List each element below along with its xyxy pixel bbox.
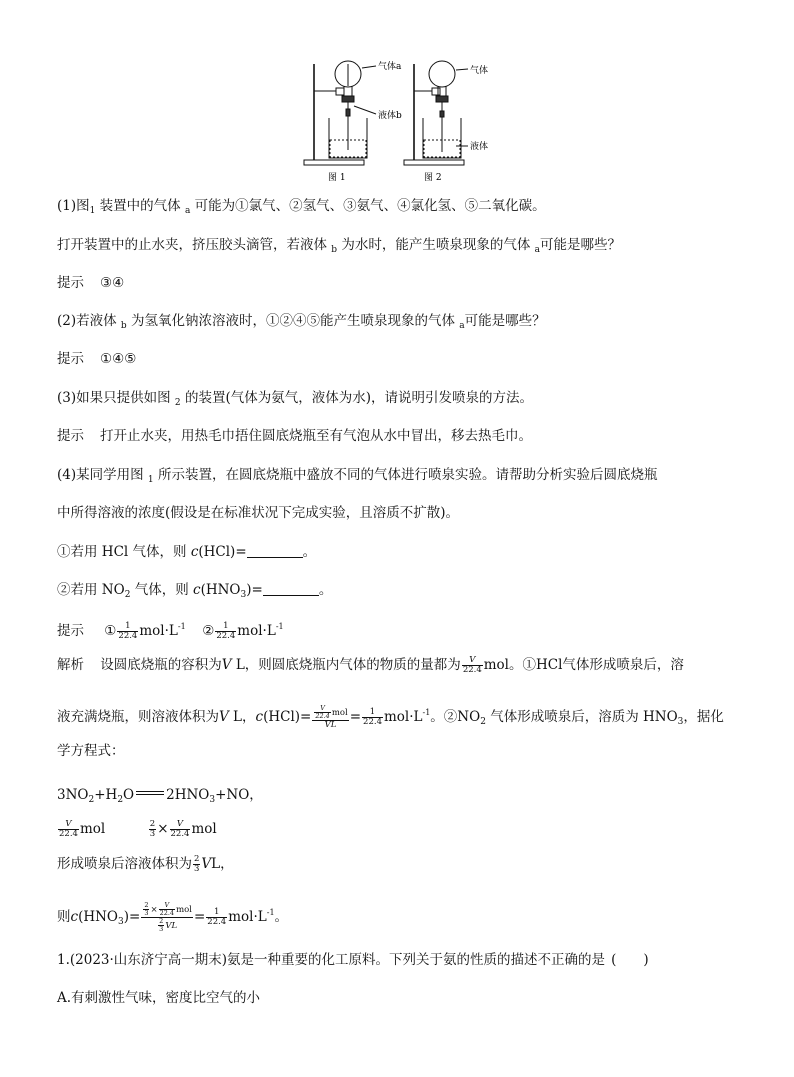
volume-line: 形成喷泉后溶液体积为 $\frac{2}{3}$ VL， — [57, 854, 234, 874]
equals-sign — [136, 791, 164, 795]
question-1-prompt: 打开装置中的止水夹，挤压胶头滴管，若液体 $_b$ 为水时，能产生喷泉现象的气体 $_a$可能是哪些？ — [57, 237, 622, 255]
answer-blank — [263, 583, 319, 596]
fig2-gas-label: 气体 — [470, 66, 489, 76]
hint-answer: ③④ — [100, 275, 125, 291]
fig1-gas-label: 气体a — [378, 62, 402, 72]
hint-label: 提示 — [57, 623, 84, 639]
answer-blank — [247, 545, 303, 558]
question-3: (3)如果只提供如图 $_2$ 的装置(气体为氨气，液体为水)，请说明引发喷泉的方法。 — [57, 390, 533, 408]
chemical-equation: $3NO_2+H_2O$ $2HNO_3+NO$， — [57, 787, 263, 805]
hint-4: 提示 ① $\frac{1}{22.4}$ $mol\cdot L^{-1}$ ② $\frac{1}{22.4}$ $mol\cdot L^{-1}$ — [57, 621, 284, 641]
figure-1-apparatus — [304, 61, 376, 165]
fig1-liquid-label: 液体b — [378, 111, 402, 121]
apparatus-figure — [296, 56, 506, 186]
hint-answer: ①④⑤ — [100, 351, 137, 367]
hint-1 — [57, 274, 124, 292]
analysis-label: 解析 — [57, 657, 84, 673]
hint-label: 提示 — [57, 351, 84, 367]
question-1: (1)图$_1$ 装置中的气体 $_a$ 可能为①氯气、②氢气、③氨气、④氯化氢、⑤二氧化碳。 — [57, 198, 546, 216]
hint-label: 提示 — [57, 428, 84, 444]
question-4-part-2: ②若用 $NO_2$ 气体，则 $c(HNO_3)=$ 。 — [57, 582, 333, 600]
mcq-stem: 1.(2023·山东济宁高一期末)氨是一种重要的化工原料。下列关于氨的性质的描述不正确的是 ( ) — [57, 952, 649, 968]
hint-answer: 打开止水夹，用热毛巾捂住圆底烧瓶至有气泡从水中冒出，移去热毛巾。 — [100, 428, 532, 444]
mcq-option-a[interactable]: A.有刺激性气味，密度比空气的小 — [57, 990, 261, 1006]
fig1-caption: 图 1 — [328, 173, 346, 183]
question-2: (2)若液体 $_b$ 为氢氧化钠浓溶液时，①②④⑤能产生喷泉现象的气体 $_a$可能是哪些？ — [57, 313, 546, 331]
hint-3 — [57, 427, 532, 445]
question-4: (4)某同学用图 $_1$ 所示装置，在圆底烧瓶中盛放不同的气体进行喷泉实验。请帮助分析实验后圆底烧瓶 — [57, 467, 658, 485]
fig2-caption: 图 2 — [424, 173, 442, 183]
hint-label: 提示 — [57, 275, 84, 291]
final-concentration-line: 则$c(HNO_3)=$ $\frac{2}{3}$ × $\frac{V}{22.4}$ mol $\frac{2}{3}$ VL = $\frac{1}{22.4}$ $mol\cdot L^{-1}$。 — [57, 901, 289, 933]
fig2-liquid-label: 液体 — [470, 142, 489, 152]
figure-2-apparatus — [404, 61, 468, 165]
hint-2 — [57, 350, 136, 368]
stoichiometry-line: $\frac{V}{22.4}$ mol $\frac{2}{3}$ × $\frac{V}{22.4}$ mol — [59, 819, 217, 839]
analysis-line-2: 液充满烧瓶，则溶液体积为V L，c(HCl)= $\frac{V}{22.4}$ mol VL = $\frac{1}{22.4}$ $mol\cdot L^{-1}$。$②NO_2$ 气体形成喷泉后，溶质为 $HNO_3$，据化 — [57, 704, 724, 730]
question-4-line-2: 中所得溶液的浓度(假设是在标准状况下完成实验，且溶质不扩散)。 — [57, 505, 460, 521]
analysis-line-3: 学方程式： — [57, 743, 125, 759]
analysis-line-1: 解析 设圆底烧瓶的容积为V L，则圆底烧瓶内气体的物质的量都为 $\frac{V}{22.4}$ mol。①HCl气体形成喷泉后，溶 — [57, 655, 684, 675]
question-4-part-1: ①若用 HCl 气体，则 c(HCl)= 。 — [57, 544, 317, 560]
